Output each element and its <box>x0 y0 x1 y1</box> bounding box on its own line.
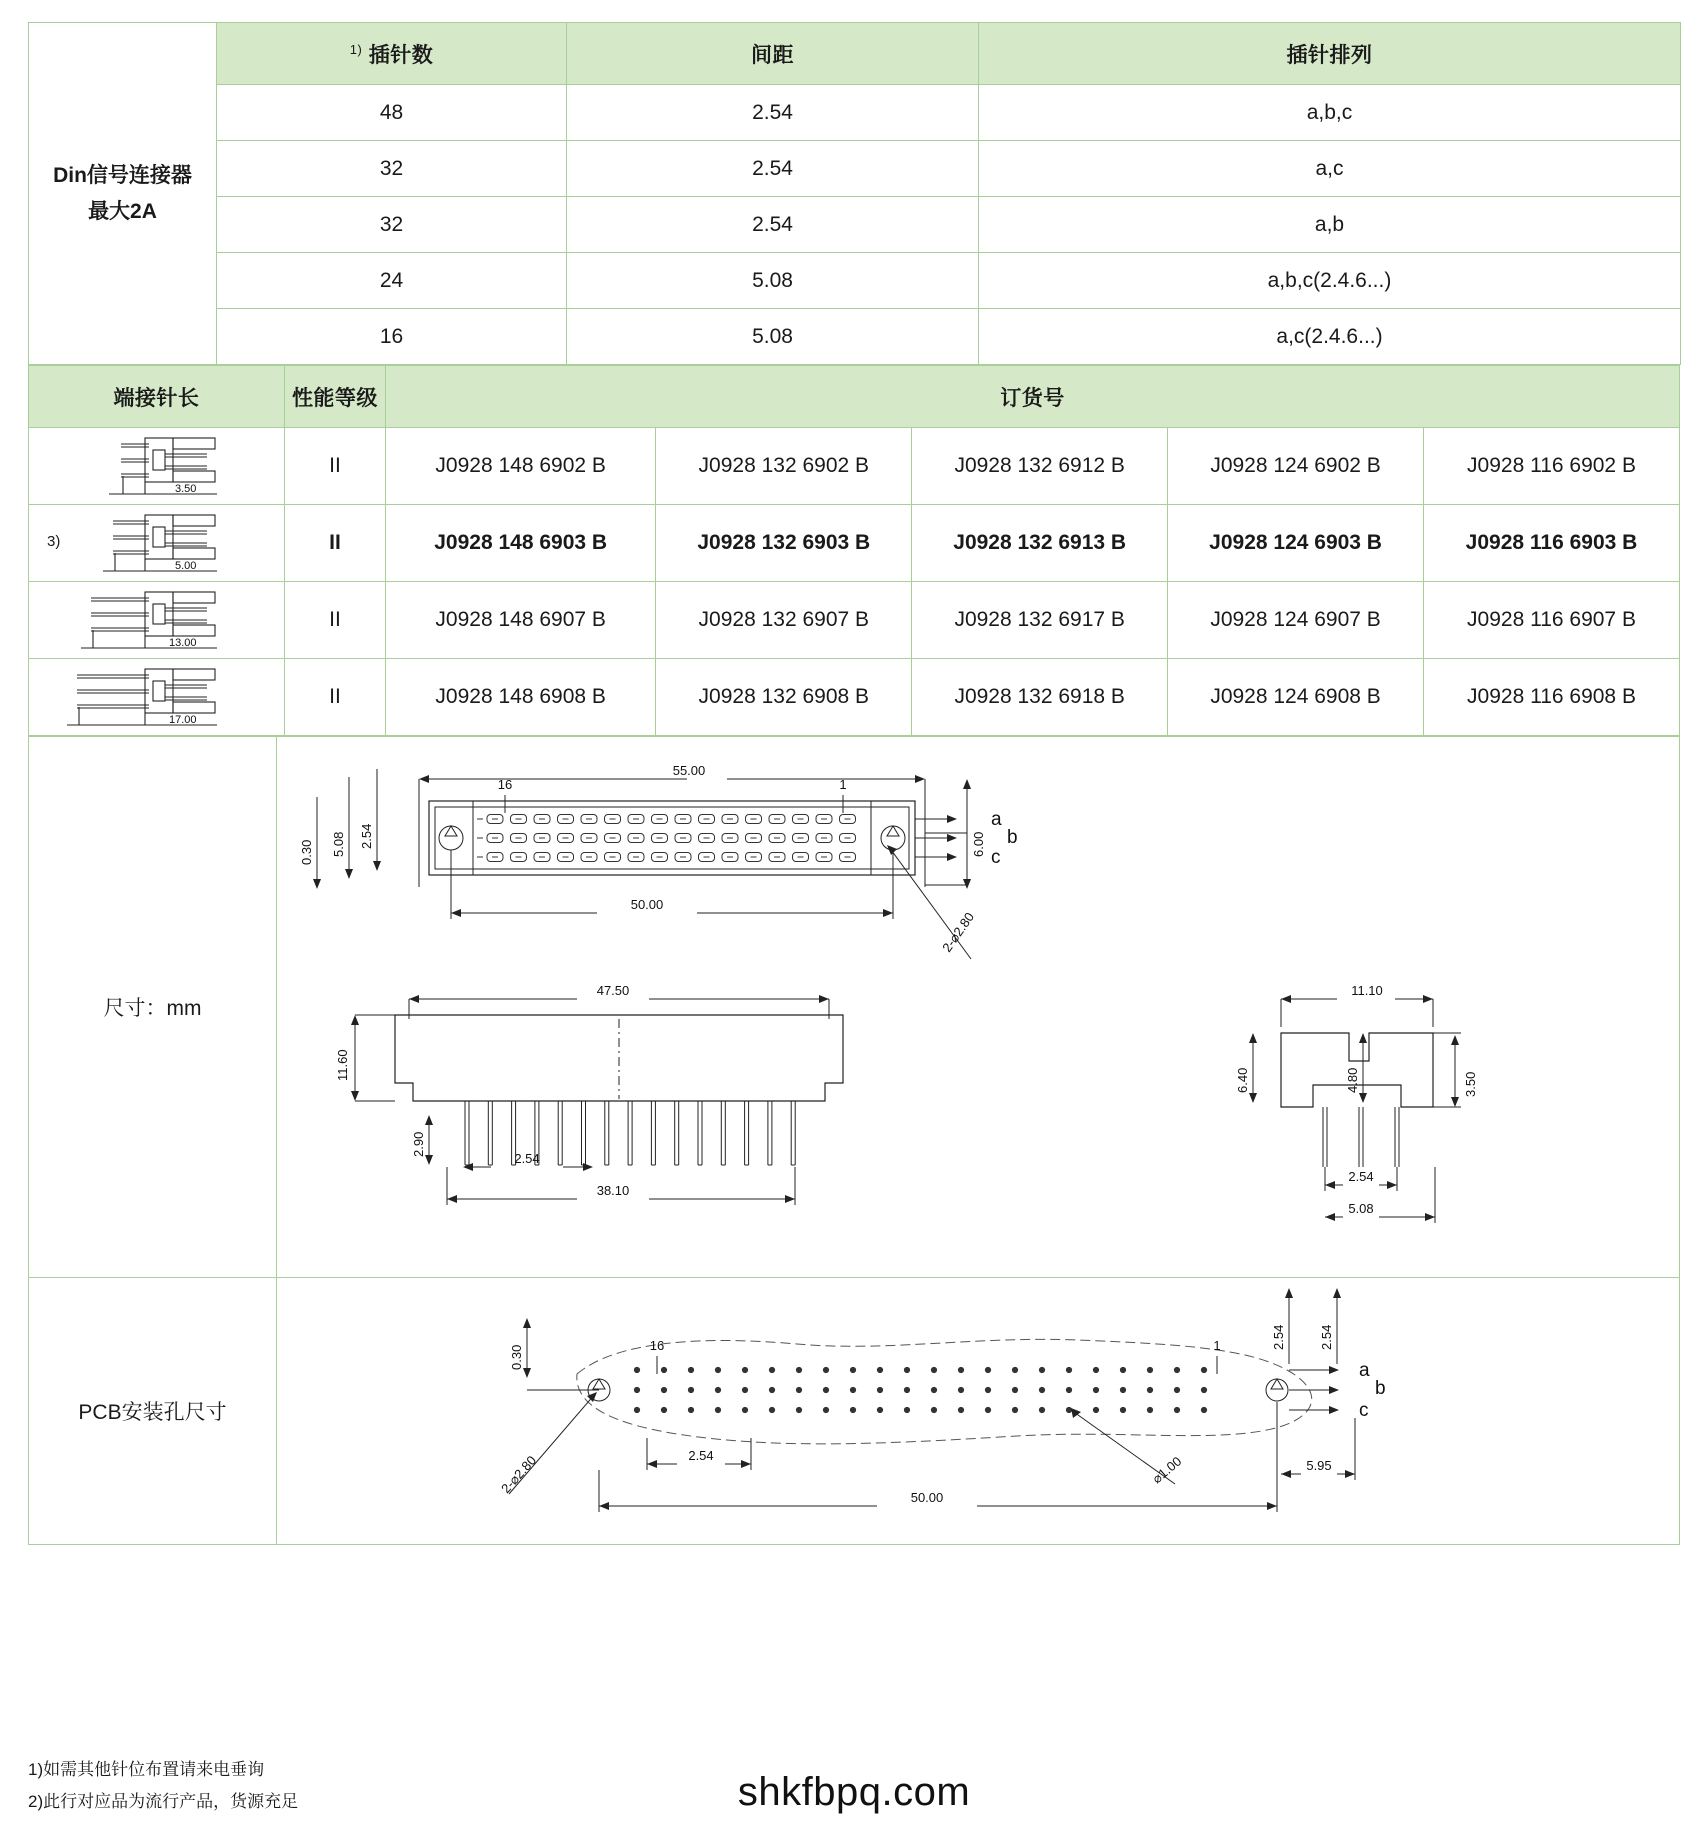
cell-part-number: J0928 116 6902 B <box>1424 428 1680 505</box>
cell-grade: II <box>284 428 385 505</box>
pin-length-dimension: 17.00 <box>169 714 197 726</box>
specification-table <box>28 22 1681 365</box>
cell-part-number: J0928 148 6908 B <box>386 659 656 736</box>
label-row-c: c <box>991 847 1001 868</box>
pin-length-figure-cell <box>29 428 285 505</box>
cell-part-number: J0928 116 6903 B <box>1424 505 1680 582</box>
label-pcb-row-b: b <box>1375 1378 1386 1399</box>
dim-body-height: 11.60 <box>335 1049 350 1081</box>
table-row <box>29 428 1680 505</box>
dimension-label: 尺寸：mm <box>29 737 277 1278</box>
label-pcb-row-c: c <box>1359 1400 1369 1421</box>
callout-mount-hole: 2-⌀2.80 <box>939 909 978 955</box>
cell-grade: II <box>284 505 385 582</box>
cell-arrangement: a,c <box>979 141 1681 197</box>
dim-pcb-pitch-top-b: 2.54 <box>1319 1324 1334 1350</box>
dim-side-inner-height: 6.40 <box>1235 1067 1250 1093</box>
callout-pcb-mount-hole: 2-⌀2.80 <box>498 1452 540 1497</box>
label-pcb-row-a: a <box>1359 1360 1370 1381</box>
table-row <box>29 85 1681 141</box>
table-row <box>29 253 1681 309</box>
table-row <box>29 505 1680 582</box>
pin-length-figure-cell <box>29 505 285 582</box>
cell-part-number: J0928 124 6903 B <box>1168 505 1424 582</box>
cell-pin-count: 48 <box>217 85 567 141</box>
table-row <box>29 197 1681 253</box>
pin-profile-icon <box>29 661 284 733</box>
cell-part-number: J0928 124 6902 B <box>1168 428 1424 505</box>
footnote-marker-1: 1) <box>349 41 363 57</box>
cell-pitch: 2.54 <box>567 85 979 141</box>
dim-side-width: 11.10 <box>1351 983 1383 998</box>
dim-body-width: 47.50 <box>596 983 630 998</box>
pin-profile-icon <box>29 430 284 502</box>
dim-pcb-pitch-top-a: 2.54 <box>1271 1324 1286 1350</box>
cell-arrangement: a,b,c <box>979 85 1681 141</box>
cell-part-number: J0928 132 6908 B <box>656 659 912 736</box>
dim-pin-span: 38.10 <box>596 1183 630 1198</box>
cell-part-number: J0928 132 6903 B <box>656 505 912 582</box>
cell-pitch: 2.54 <box>567 197 979 253</box>
cell-part-number: J0928 148 6903 B <box>386 505 656 582</box>
dim-width-overall: 55.00 <box>672 763 706 778</box>
pin-profile-icon <box>29 584 284 656</box>
cell-part-number: J0928 132 6907 B <box>656 582 912 659</box>
pcb-drawing-row <box>29 1278 1680 1545</box>
dim-pcb-span: 50.00 <box>910 1490 944 1505</box>
dim-pcb-edge-offset: 0.30 <box>509 1344 524 1370</box>
cell-part-number: J0928 116 6907 B <box>1424 582 1680 659</box>
family-name: Din信号连接器 <box>53 163 192 187</box>
dim-side-pitch-b: 5.08 <box>1348 1201 1374 1216</box>
cell-part-number: J0928 148 6902 B <box>386 428 656 505</box>
dim-pcb-edge-right: 5.95 <box>1306 1458 1332 1473</box>
table-row <box>29 582 1680 659</box>
ordering-table <box>28 365 1680 736</box>
family-rating: 最大2A <box>88 199 157 223</box>
cell-part-number: J0928 132 6902 B <box>656 428 912 505</box>
dim-row-pitch-inner: 2.54 <box>359 823 374 849</box>
dimension-drawing <box>277 737 1679 1277</box>
pin-length-figure-cell <box>29 659 285 736</box>
watermark: shkfbpq.com <box>737 1770 971 1814</box>
pin-length-dimension: 13.00 <box>169 637 197 649</box>
label-pcb-pin-16: 16 <box>649 1338 665 1353</box>
pin-length-dimension: 3.50 <box>175 483 197 495</box>
footnote-1: 1)如需其他针位布置请来电垂询 <box>28 1760 265 1780</box>
cell-grade: II <box>284 659 385 736</box>
header-pin-length: 端接针长 <box>29 366 285 428</box>
table-header-row <box>29 366 1680 428</box>
pin-profile-icon <box>29 507 284 579</box>
dim-pin-length: 2.90 <box>411 1131 426 1157</box>
callout-pcb-drill: ⌀1.00 <box>1149 1453 1185 1487</box>
dim-row-pitch-outer: 5.08 <box>331 831 346 857</box>
header-pitch: 间距 <box>567 23 979 85</box>
table-row <box>29 141 1681 197</box>
header-pin-count: $^{1)}$ 插针数 <box>217 23 567 85</box>
dim-side-foot: 3.50 <box>1463 1071 1478 1097</box>
label-row-a: a <box>991 809 1002 830</box>
footnote-2: 2)此行对应品为流行产品，货源充足 <box>28 1791 299 1811</box>
cell-part-number: J0928 132 6912 B <box>912 428 1168 505</box>
cell-part-number: J0928 124 6907 B <box>1168 582 1424 659</box>
table-row <box>29 309 1681 365</box>
cell-part-number: J0928 116 6908 B <box>1424 659 1680 736</box>
cell-part-number: J0928 124 6908 B <box>1168 659 1424 736</box>
cell-pin-count: 32 <box>217 197 567 253</box>
cell-pin-count: 24 <box>217 253 567 309</box>
dim-height-right: 6.00 <box>971 831 986 857</box>
drawings-table <box>28 736 1680 1545</box>
dim-side-tab-height: 4.80 <box>1345 1067 1360 1093</box>
dim-pin-pitch: 2.54 <box>514 1151 540 1166</box>
pin-length-dimension: 5.00 <box>175 560 197 572</box>
dim-side-pitch-a: 2.54 <box>1348 1169 1374 1184</box>
pcb-drawing <box>277 1278 1679 1544</box>
label-pin-1: 1 <box>839 777 847 792</box>
label-pin-16: 16 <box>497 777 513 792</box>
footnote-marker-3: 3) <box>47 533 61 550</box>
connector-family-cell <box>29 23 217 365</box>
pin-length-figure-cell <box>29 582 285 659</box>
cell-arrangement: a,c(2.4.6...) <box>979 309 1681 365</box>
cell-part-number: J0928 132 6918 B <box>912 659 1168 736</box>
cell-pitch: 2.54 <box>567 141 979 197</box>
cell-pitch: 5.08 <box>567 253 979 309</box>
label-pcb-pin-1: 1 <box>1213 1338 1221 1353</box>
dimension-drawing-cell <box>277 737 1680 1278</box>
header-arrangement: 插针排列 <box>979 23 1681 85</box>
dim-width-mounting: 50.00 <box>630 897 664 912</box>
pcb-drawing-cell <box>277 1278 1680 1545</box>
dim-pcb-pitch-bottom: 2.54 <box>688 1448 714 1463</box>
cell-part-number: J0928 132 6917 B <box>912 582 1168 659</box>
cell-pitch: 5.08 <box>567 309 979 365</box>
cell-part-number: J0928 132 6913 B <box>912 505 1168 582</box>
cell-pin-count: 32 <box>217 141 567 197</box>
table-header-row <box>29 23 1681 85</box>
cell-arrangement: a,b,c(2.4.6...) <box>979 253 1681 309</box>
dim-edge-offset: 0.30 <box>299 839 314 865</box>
label-row-b: b <box>1007 827 1018 848</box>
header-grade: 性能等级 <box>284 366 385 428</box>
cell-part-number: J0928 148 6907 B <box>386 582 656 659</box>
dimension-drawing-row <box>29 737 1680 1278</box>
pcb-label: PCB安装孔尺寸 <box>29 1278 277 1545</box>
header-order-number: 订货号 <box>386 366 1680 428</box>
cell-grade: II <box>284 582 385 659</box>
table-row <box>29 659 1680 736</box>
cell-pin-count: 16 <box>217 309 567 365</box>
cell-arrangement: a,b <box>979 197 1681 253</box>
